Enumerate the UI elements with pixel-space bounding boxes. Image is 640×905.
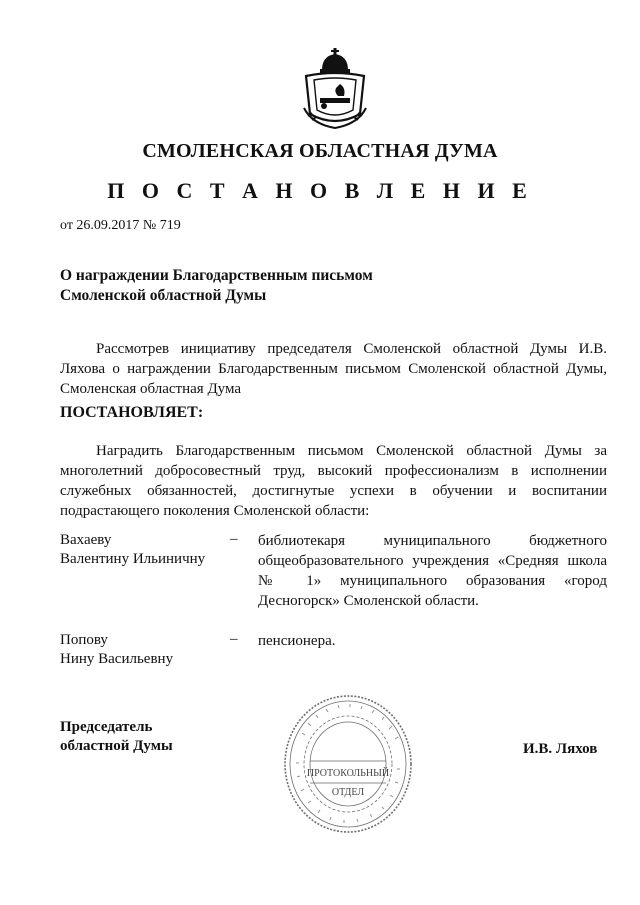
signatory-title-line-2: областной Думы [60,738,173,754]
organization-title: СМОЛЕНСКАЯ ОБЛАСТНАЯ ДУМА [142,140,498,162]
awardee-surname: Вахаеву [60,532,112,548]
subject-line-1: О награждении Благодарственным письмом [60,267,373,284]
decree-heading: ПОСТАНОВЛЯЕТ: [60,404,204,421]
stamp-text-line-2: ОТДЕЛ [331,787,365,798]
awardee-description: пенсионера. [258,633,336,649]
awardee-given-name: Нину Васильевну [60,651,174,667]
document-type-title: П О С Т А Н О В Л Е Н И Е [107,178,533,203]
awardee-name [60,631,173,669]
coat-of-arms-emblem [300,48,370,130]
awardee-name [60,531,205,569]
stamp-text-line-1: ПРОТОКОЛЬНЫЙ [306,768,390,779]
date-number: от 26.09.2017 № 719 [60,218,181,233]
signatory-title [60,718,173,756]
awardee-given-name: Валентину Ильиничну [60,551,206,567]
official-round-stamp [282,693,414,835]
awardee-surname: Попову [60,632,108,648]
awardee-dash: – [230,631,238,647]
subject-line-2: Смоленской областной Думы [60,287,267,304]
awardee-description: библиотекаря муниципального бюджетного общеобразовательного учреждения «Средняя школа № 1» муниципального образования «город Десногорск» Смоленской области. [258,533,607,609]
signatory-name: И.В. Ляхов [523,741,598,757]
document-subject [60,266,373,306]
award-paragraph: Наградить Благодарственным письмом Смоленской областной Думы за многолетний добросовестный труд, высокий профессионализм в исполнении служебных обязанностей, достигнутые успехи в обучении и воспитании подрастающего поколения Смоленской области: [60,443,607,519]
awardee-dash: – [230,531,238,547]
signatory-title-line-1: Председатель [60,719,153,735]
preamble-paragraph: Рассмотрев инициативу председателя Смоленской областной Думы И.В. Ляхова о награждении Благодарственным письмом Смоленской областной Думы, Смоленская областная Дума [60,341,607,397]
